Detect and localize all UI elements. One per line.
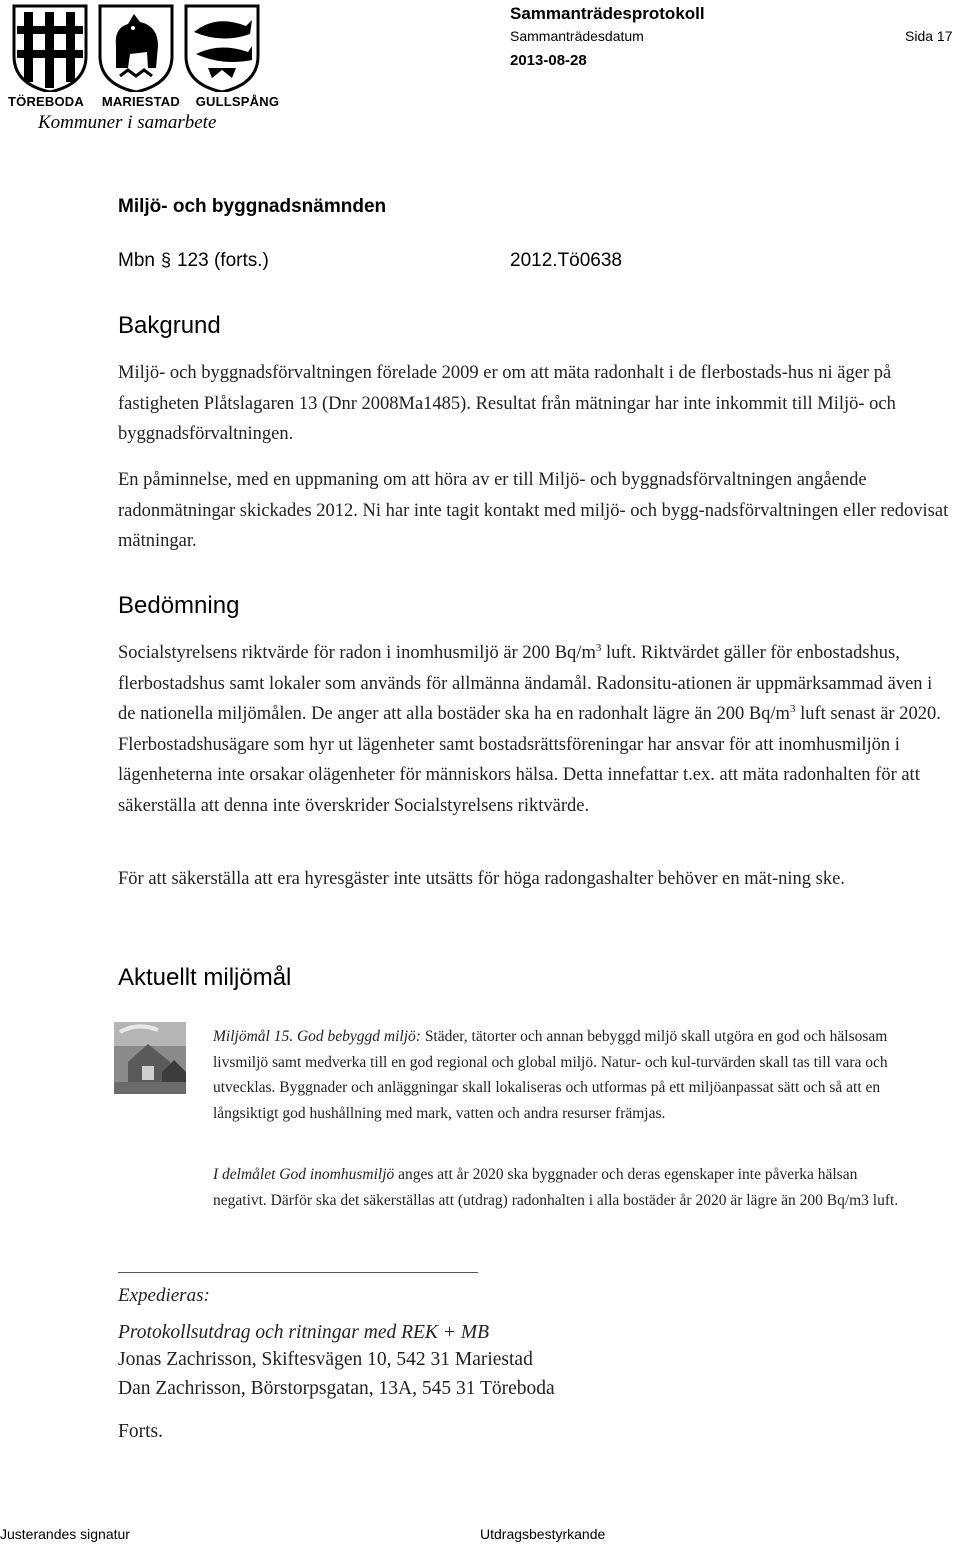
toreboda-shield [14, 6, 86, 92]
goal-paragraph [213, 1024, 913, 1126]
case-number: 123 (forts.) [176, 250, 269, 271]
dnr-number: 2012.Tö0638 [510, 250, 622, 271]
bedomning-text: luft senast är 2020. Flerbostadshusägare som hyr ut lägenheter samt bostadsrättsföreningar har ansvar för att inomhusmiljön i lägenheterna inte orsakar olägenheter för människors hälsa. Detta innefattar t.ex. att mäta radonhalten för att säkerställa att denna inte överskrider Socialstyrelsens riktvärde. [118, 704, 941, 816]
footer-signature-label: Justerandes signatur [0, 1526, 130, 1542]
case-reference [118, 250, 269, 272]
municipality-name: MARIESTAD [101, 94, 180, 109]
recipient-line: Dan Zachrisson, Börstorpsgatan, 13A, 545 31 Töreboda [118, 1378, 555, 1399]
paragraph-sign: § [160, 250, 171, 270]
bedomning-text: luft. Riktvärdet gäller för enbostadshus, flerbostadshus samt lokaler som används för allmänna ändamål. Radonsitu-ationen är uppmärksammad även i de nationella miljömålen. De anger att alla bostäder ska ha en radonhalt lägre än 200 Bq/m [118, 643, 933, 724]
recipient-line: Jonas Zachrisson, Skiftesvägen 10, 542 31 Mariestad [118, 1349, 533, 1370]
bedomning-paragraph-1 [118, 638, 954, 821]
house-goal-icon [114, 1022, 186, 1094]
subgoal-paragraph [213, 1162, 913, 1213]
expedieras-line: Protokollsutdrag och ritningar med REK + MB [118, 1322, 489, 1343]
document-title: Sammanträdesprotokoll [510, 4, 705, 23]
subgoal-title: I delmålet God inomhusmiljö [213, 1166, 395, 1183]
municipal-logo-block [8, 4, 280, 133]
bakgrund-paragraph-1: Miljö- och byggnadsförvaltningen förelade 2009 er om att mäta radonhalt i de flerbostads-hus ni äger på fastigheten Plåtslagaren 13 (Dnr 2008Ma1485). Resultat från mätningar har inte inkommit till Miljö- och byggnadsförvaltningen. [118, 363, 896, 444]
meeting-date: 2013-08-28 [510, 52, 587, 69]
superscript: 3 [595, 641, 602, 654]
municipal-shields-logo [12, 4, 260, 92]
municipality-name: TÖREBODA [8, 94, 84, 109]
section-heading-bakgrund: Bakgrund [118, 312, 221, 339]
divider [118, 1272, 478, 1273]
goal-description: Städer, tätorter och annan bebyggd miljö skall utgöra en god och hälsosam livsmiljö samt medverka till en god regional och global miljö. Natur- och kul-turvärden skall tas till vara och utvecklas. Byggnader och anläggningar skall lokaliseras och utformas på ett miljöanpassat sätt och så att en långsiktigt god hushållning med mark, vatten och andra resurser främjas. [213, 1028, 888, 1122]
municipality-names [8, 94, 280, 109]
subgoal-description: anges att år 2020 ska byggnader och deras egenskaper inte påverka hälsan negativt. Därför ska det säkerställas att (utdrag) radonhalten i alla bostäder år 2020 är lägre än 200 Bq/m3 luft. [213, 1166, 899, 1209]
committee-name: Miljö- och byggnadsnämnden [118, 196, 387, 217]
municipality-name: GULLSPÅNG [195, 94, 280, 109]
mariestad-shield [100, 6, 172, 92]
bedomning-text: Socialstyrelsens riktvärde för radon i inomhusmiljö är 200 Bq/m [118, 643, 596, 663]
section-heading-bedomning: Bedömning [118, 592, 240, 619]
continued-note: Forts. [118, 1421, 163, 1442]
bedomning-paragraph-2: För att säkerställa att era hyresgäster inte utsätts för höga radongashalter behöver en mät-ning ske. [118, 869, 845, 889]
case-prefix: Mbn [118, 250, 155, 271]
section-heading-miljomal: Aktuellt miljömål [118, 964, 292, 991]
goal-title: Miljömål 15. God bebyggd miljö: [213, 1028, 421, 1045]
date-label: Sammanträdesdatum [510, 28, 644, 44]
gullspang-shield [186, 6, 258, 92]
collab-tagline: Kommuner i samarbete [38, 112, 217, 133]
superscript: 3 [789, 702, 796, 715]
page-number: Sida 17 [905, 28, 953, 44]
bakgrund-paragraph-2: En påminnelse, med en uppmaning om att höra av er till Miljö- och byggnadsförvaltningen angående radonmätningar skickades 2012. Ni har inte tagit kontakt med miljö- och bygg-nadsförvaltningen eller redovisat mätningar. [118, 470, 949, 551]
expedieras-label: Expedieras: [118, 1285, 210, 1306]
footer-certification-label: Utdragsbestyrkande [480, 1526, 606, 1542]
